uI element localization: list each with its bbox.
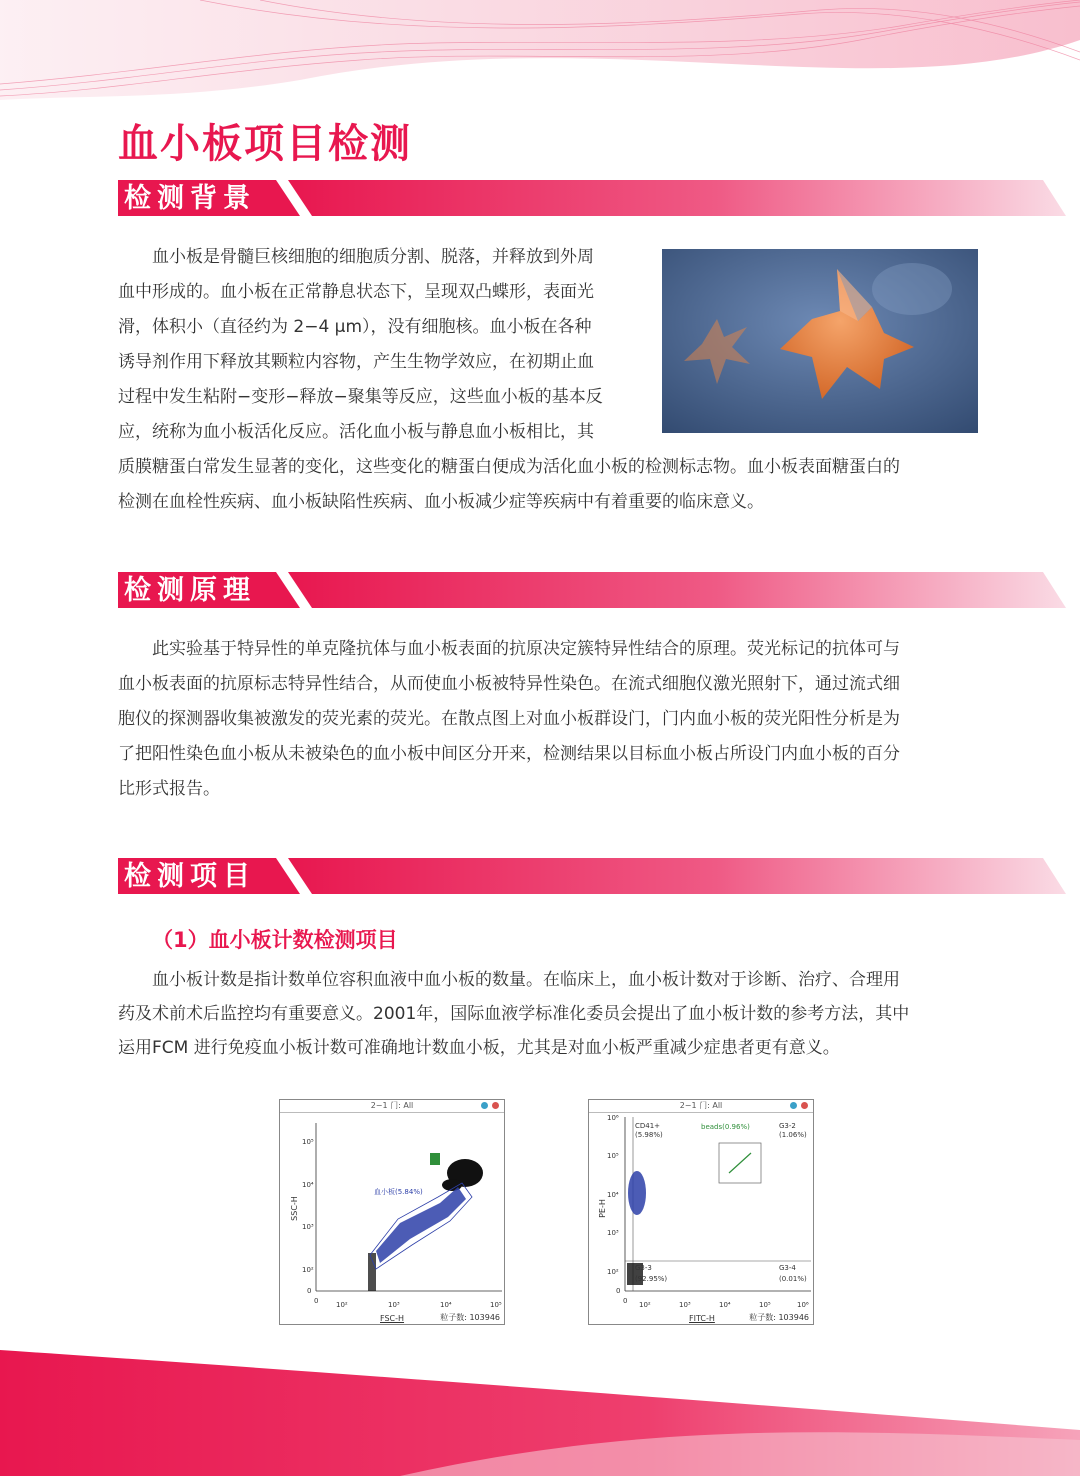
gate-label: 血小板(5.84%) xyxy=(374,1188,423,1196)
background-paragraph-narrow xyxy=(118,240,644,450)
text-line: 质膜糖蛋白常发生显著的变化，这些变化的糖蛋白便成为活化血小板的检测标志物。血小板表面糖蛋白的 xyxy=(118,457,900,477)
banner-shape xyxy=(118,858,1068,896)
top-wave-decoration xyxy=(0,0,1080,110)
platelet-illustration xyxy=(662,249,978,433)
plot-header-label: 2−1 门: All xyxy=(370,1101,414,1110)
quadrant-label: CD41+ xyxy=(635,1122,661,1130)
y-tick: 10⁶ xyxy=(607,1114,619,1122)
text-line: 运用FCM 进行免疫血小板计数可准确地计数血小板，尤其是对血小板严重减少症患者更有意义。 xyxy=(118,1038,840,1058)
x-axis-label: FITC-H xyxy=(689,1314,715,1323)
text-line: 应，统称为血小板活化反应。活化血小板与静息血小板相比，其 xyxy=(118,422,594,442)
text-line: 血中形成的。血小板在正常静息状态下，呈现双凸蝶形，表面光 xyxy=(118,282,594,302)
quadrant-value: (5.98%) xyxy=(635,1131,663,1139)
y-tick: 0 xyxy=(616,1287,621,1295)
y-tick: 10⁵ xyxy=(607,1152,619,1160)
section-banner-background xyxy=(118,180,1068,218)
x-tick: 10⁵ xyxy=(490,1301,502,1309)
quadrant-value: (0.01%) xyxy=(779,1275,807,1283)
x-tick: 10² xyxy=(336,1301,348,1309)
x-tick: 10⁵ xyxy=(759,1301,771,1309)
section-title-principle: 检测原理 xyxy=(124,575,256,606)
section-title-items: 检测项目 xyxy=(124,861,256,892)
y-axis-label: SSC-H xyxy=(289,1196,299,1221)
settings-icon xyxy=(481,1102,488,1109)
text-line: 了把阳性染色血小板从未被染色的血小板中间区分开来，检测结果以目标血小板占所设门内血小板的百分 xyxy=(118,744,900,764)
x-tick: 10³ xyxy=(388,1301,400,1309)
y-tick: 10³ xyxy=(302,1223,314,1231)
particle-count: 粒子数: 103946 xyxy=(440,1313,500,1322)
text-line: 药及术前术后监控均有重要意义。2001年，国际血液学标准化委员会提出了血小板计数的参考方法，其中 xyxy=(118,1004,910,1024)
plot1-area xyxy=(280,1113,504,1313)
y-tick: 10³ xyxy=(607,1229,619,1237)
x-tick: 10⁶ xyxy=(797,1301,809,1309)
section-title-background: 检测背景 xyxy=(124,183,256,214)
x-tick: 0 xyxy=(314,1297,319,1305)
x-tick: 10⁴ xyxy=(440,1301,452,1309)
section-banner-principle xyxy=(118,572,1068,610)
text-line: 此实验基于特异性的单克隆抗体与血小板表面的抗原决定簇特异性结合的原理。荧光标记的抗体可与 xyxy=(152,639,900,659)
particle-count: 粒子数: 103946 xyxy=(749,1313,809,1322)
page-title: 血小板项目检测 xyxy=(118,121,412,167)
quadrant-value: (1.06%) xyxy=(779,1131,807,1139)
text-line: 血小板表面的抗原标志特异性结合，从而使血小板被特异性染色。在流式细胞仪激光照射下，通过流式细 xyxy=(118,674,900,694)
subsection-title: （1）血小板计数检测项目 xyxy=(152,928,398,952)
x-axis-label: FSC-H xyxy=(380,1314,405,1323)
banner-shape xyxy=(118,180,1068,218)
bottom-wave-decoration xyxy=(0,1330,1080,1476)
items-paragraph xyxy=(118,963,980,1065)
y-tick: 10⁴ xyxy=(302,1181,314,1189)
text-line: 血小板是骨髓巨核细胞的细胞质分割、脱落，并释放到外周 xyxy=(152,247,594,267)
quadrant-label: G3-3 xyxy=(635,1264,652,1272)
settings-icon xyxy=(790,1102,797,1109)
plot-header xyxy=(589,1100,813,1113)
flow-cytometry-plot-fitc-pe xyxy=(588,1099,814,1325)
plot-header-label: 2−1 门: All xyxy=(679,1101,723,1110)
close-icon xyxy=(492,1102,499,1109)
y-tick: 0 xyxy=(307,1287,312,1295)
text-line: 胞仪的探测器收集被激发的荧光素的荧光。在散点图上对血小板群设门，门内血小板的荧光阳性分析是为 xyxy=(118,709,900,729)
y-axis-label: PE-H xyxy=(597,1199,607,1218)
text-line: 血小板计数是指计数单位容积血液中血小板的数量。在临床上，血小板计数对于诊断、治疗、合理用 xyxy=(152,970,900,990)
beads-label: beads(0.96%) xyxy=(701,1123,750,1131)
section-banner-items xyxy=(118,858,1068,896)
y-tick: 10² xyxy=(302,1266,314,1274)
banner-shape xyxy=(118,572,1068,610)
text-line: 诱导剂作用下释放其颗粒内容物，产生生物学效应，在初期止血 xyxy=(118,352,594,372)
y-tick: 10² xyxy=(607,1268,619,1276)
y-tick: 10⁴ xyxy=(607,1191,619,1199)
x-tick: 0 xyxy=(623,1297,628,1305)
text-line: 检测在血栓性疾病、血小板缺陷性疾病、血小板减少症等疾病中有着重要的临床意义。 xyxy=(118,492,764,512)
quadrant-label: G3-4 xyxy=(779,1264,796,1272)
text-line: 滑，体积小（直径约为 2−4 μm），没有细胞核。血小板在各种 xyxy=(118,317,592,337)
text-line: 过程中发生粘附−变形−释放−聚集等反应，这些血小板的基本反 xyxy=(118,387,603,407)
x-tick: 10² xyxy=(639,1301,651,1309)
x-tick: 10³ xyxy=(679,1301,691,1309)
plot-header xyxy=(280,1100,504,1113)
quadrant-label: G3-2 xyxy=(779,1122,796,1130)
background-paragraph-wide xyxy=(118,450,980,520)
y-tick: 10⁵ xyxy=(302,1138,314,1146)
principle-paragraph xyxy=(118,632,980,807)
plot2-area xyxy=(589,1113,813,1313)
quadrant-value: (92.95%) xyxy=(635,1275,668,1283)
flow-cytometry-plot-fsc-ssc xyxy=(279,1099,505,1325)
text-line: 比形式报告。 xyxy=(118,779,220,799)
x-tick: 10⁴ xyxy=(719,1301,731,1309)
close-icon xyxy=(801,1102,808,1109)
